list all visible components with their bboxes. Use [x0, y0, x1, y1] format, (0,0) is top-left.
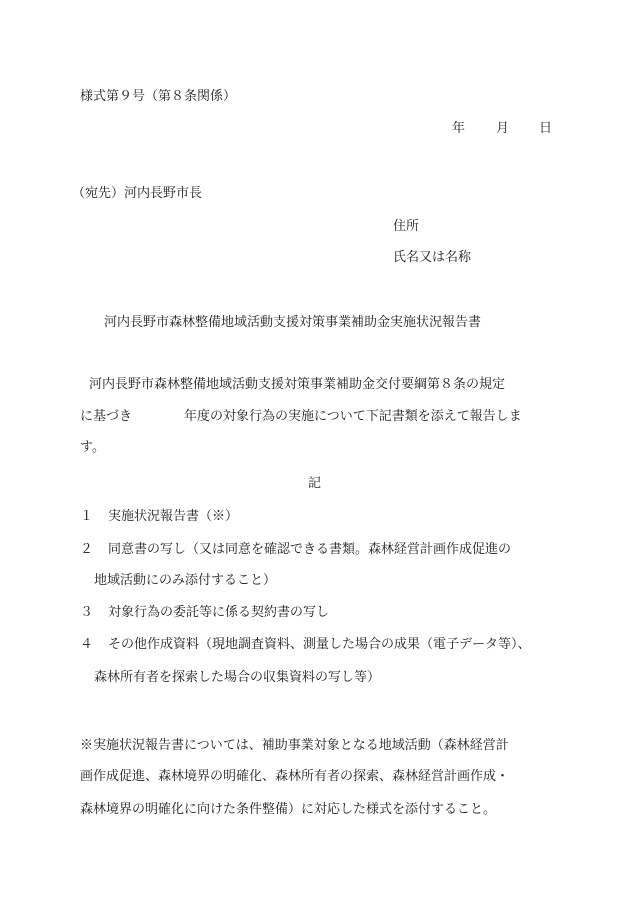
list-item-number: １ — [80, 509, 94, 524]
body-text-suffix: 年度の対象行為の実施について下記書類を添えて報告しま — [184, 409, 522, 424]
body-text-prefix: に基づき — [80, 409, 133, 424]
ki-heading: 記 — [308, 476, 322, 491]
name-label: 氏名又は名称 — [393, 250, 472, 265]
list-item-text: 実施状況報告書（※） — [108, 509, 239, 524]
body-text-line-1: 河内長野市森林整備地域活動支援対策事業補助金交付要綱第８条の規定 — [89, 377, 506, 392]
list-item-continuation: 森林所有者を探索した場合の収集資料の写し等） — [94, 670, 381, 685]
addressee: （宛先）河内長野市長 — [72, 186, 203, 201]
note-line-1: ※実施状況報告書については、補助事業対象となる地域活動（森林経営計 — [80, 738, 509, 753]
date-day-label: 日 — [539, 121, 553, 136]
date-month-label: 月 — [496, 121, 510, 136]
list-item-text: 対象行為の委託等に係る契約書の写し — [108, 605, 330, 620]
note-line-3: 森林境界の明確化に向けた条件整備）に対応した様式を添付すること。 — [80, 802, 497, 817]
list-item — [80, 606, 329, 619]
address-label: 住所 — [393, 219, 420, 234]
list-item-number: ４ — [80, 637, 94, 652]
document-title: 河内長野市森林整備地域活動支援対策事業補助金実施状況報告書 — [104, 315, 482, 330]
list-item-text: 同意書の写し（又は同意を確認できる書類。森林経営計画作成促進の — [108, 542, 512, 557]
list-item — [80, 543, 511, 556]
note-line-2: 画作成促進、森林境界の明確化、森林所有者の探索、森林経営計画作成・ — [80, 769, 510, 784]
form-number: 様式第９号（第８条関係） — [80, 89, 237, 104]
list-item-number: ２ — [80, 542, 94, 557]
list-item-continuation: 地域活動にのみ添付すること） — [94, 573, 277, 588]
list-item-number: ３ — [80, 605, 94, 620]
body-text-line-2 — [80, 410, 522, 423]
list-item — [80, 510, 238, 523]
date-year-label: 年 — [452, 121, 466, 136]
list-item-text: その他作成資料（現地調査資料、測量した場合の成果（電子データ等）、 — [108, 637, 531, 652]
date-line — [448, 122, 558, 136]
body-text-line-3: す。 — [80, 440, 105, 455]
list-item — [80, 638, 531, 651]
